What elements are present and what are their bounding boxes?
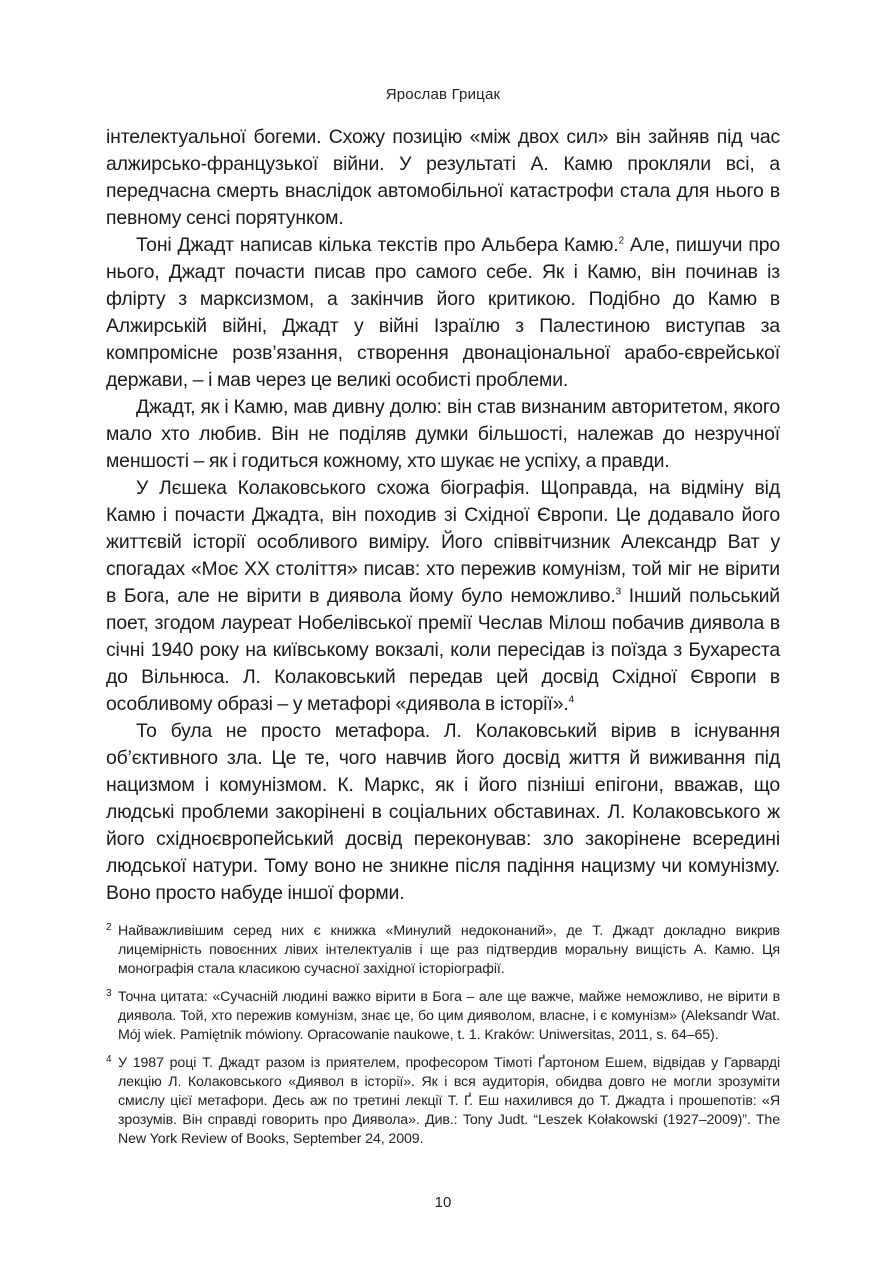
footnotes [106, 922, 780, 1158]
footnote-2 [106, 922, 780, 979]
footnote-ref-4[interactable]: 4 [568, 694, 574, 706]
page-number: 10 [434, 1194, 452, 1211]
footnote-mark: 2 [106, 922, 112, 933]
paragraph-5 [106, 718, 780, 907]
paragraph-text: Тоні Джадт написав кілька текстів про Альбера Камю. [136, 234, 619, 256]
footnote-text: Найважливішим серед них є книжка «Минулий недоконаний», де Т. Джадт докладно викрив лицемірність повоєнних лівих інтелектуалів і ще раз підтвердив моральну вищість А. Камю. Ця монографія стала класикою сучасної західної історіографії. [118, 923, 780, 977]
footnote-ref-3[interactable]: 3 [615, 586, 622, 598]
paragraph-text: Але, пишучи про нього, Джадт почасти писав про самого себе. Як і Камю, він починав із флірту з марксизмом, а закінчив його критикою. Подібно до Камю в Алжирській війні, Джадт у війні Ізраїлю з Палестиною виступав за компромісне розв’язання, створення двонаціональної арабо-єврейської держави, – і мав через це великі особисті проблеми. [106, 234, 780, 391]
paragraph-2 [106, 232, 780, 394]
footnote-3 [106, 988, 780, 1045]
paragraph-text: інтелектуальної богеми. Схожу позицію «між двох сил» він зайняв під час алжирсько-французької війни. У результаті А. Камю прокляли всі, а передчасна смерть внаслідок автомобільної катастрофи стала для нього в певному сенсі порятунком. [106, 126, 780, 229]
paragraph-4 [106, 475, 780, 718]
footnote-mark: 4 [106, 1054, 112, 1065]
footnote-text: У 1987 році Т. Джадт разом із приятелем, професором Тімоті Ґартоном Ешем, відвідав у Гарварді лекцію Л. Колаковського «Диявол в історії». Як і вся аудиторія, обидва довго не могли зрозуміти смислу цієї метафори. Десь аж по третині лекції Т. Ґ. Еш нахилився до Т. Джадта і прошепотів: «Я зрозумів. Він справді говорить про Диявола». Див.: Tony Judt. “Leszek Kołakowski (1927–2009)”. The New York Review of Books, September 24, 2009. [118, 1055, 780, 1147]
footnote-4 [106, 1054, 780, 1149]
main-text [106, 124, 780, 907]
paragraph-text: То була не просто метафора. Л. Колаковський вірив в існування об’єктивного зла. Це те, чого навчив його досвід життя й виживання під нацизмом і комунізмом. К. Маркс, як і його пізніші епігони, вважав, що людські проблеми закорінені в соціальних обставинах. Л. Колаковського ж його східноєвропейський досвід переконував: зло закорінене всередині людської натури. Тому воно не зникне після падіння нацизму чи комунізму. Воно просто набуде іншої форми. [106, 720, 780, 904]
running-head-author: Ярослав Грицак [385, 86, 501, 103]
footnote-mark: 3 [106, 988, 112, 999]
paragraph-3 [106, 394, 780, 475]
footnote-text: Точна цитата: «Сучасній людині важко вірити в Бога – але ще важче, майже неможливо, не вірити в диявола. Той, хто пережив комунізм, знає це, бо цим дияволом, власне, і є комунізм» (Aleksandr Wat. Mój wiek. Pamiętnik mówiony. Opracowanie naukowe, t. 1. Kraków: Uniwersitas, 2011, s. 64–65). [118, 989, 780, 1043]
paragraph-text: У Лєшека Колаковського схожа біографія. Щоправда, на відміну від Камю і почасти Джадта, він походив зі Східної Європи. Це додавало його життєвій історії особливого виміру. Його співвітчизник Александр Ват у спогадах «Моє XX століття» писав: хто пережив комунізм, той міг не вірити в Бога, але не вірити в диявола йому було неможливо. [106, 477, 780, 607]
paragraph-text: Джадт, як і Камю, мав дивну долю: він став визнаним авторитетом, якого мало хто любив. Він не поділяв думки більшості, належав до незручної меншості – як і годиться кожному, хто шукає не успіху, а правди. [106, 396, 780, 472]
paragraph-1 [106, 124, 780, 232]
paragraph-text: Інший польський поет, згодом лауреат Нобелівської премії Чеслав Мілош побачив диявола в січні 1940 року на київському вокзалі, коли пересідав із поїзда з Бухареста до Вільнюса. Л. Колаковський передав цей досвід Східної Європи в особливому образі – у метафорі «диявола в історії». [106, 585, 780, 715]
footnote-ref-2[interactable]: 2 [618, 235, 624, 247]
